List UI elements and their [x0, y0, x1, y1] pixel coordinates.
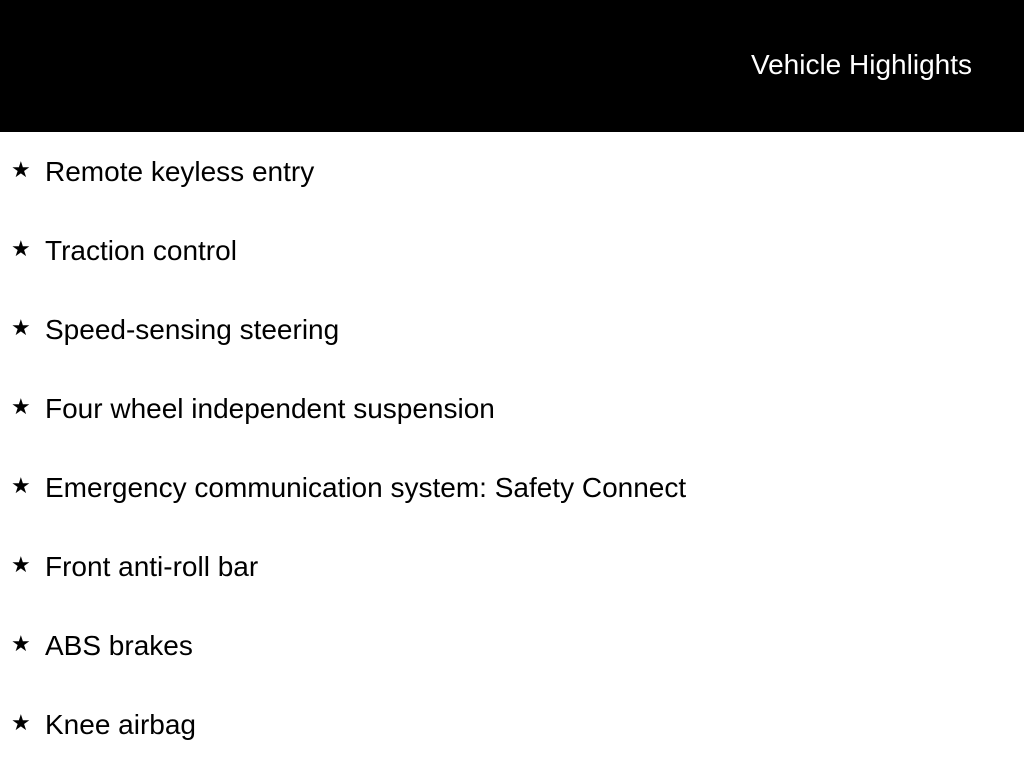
- highlights-list: [0, 132, 1024, 764]
- list-item-label: Knee airbag: [45, 709, 197, 740]
- list-item-label: Speed-sensing steering: [45, 314, 340, 345]
- star-icon: ★: [11, 710, 31, 735]
- page-title: Vehicle Highlights: [750, 49, 972, 80]
- list-item: [0, 685, 1024, 764]
- list-item-label: Remote keyless entry: [45, 156, 315, 187]
- list-item-label: Front anti-roll bar: [45, 551, 259, 582]
- list-item-label: Four wheel independent suspension: [45, 393, 495, 424]
- star-icon: ★: [11, 631, 31, 656]
- list-item-label: Emergency communication system: Safety Connect: [45, 472, 687, 503]
- list-item: [0, 369, 1024, 448]
- list-item: [0, 448, 1024, 527]
- list-item: [0, 606, 1024, 685]
- header-bar: [0, 0, 1024, 132]
- list-item-label: Traction control: [45, 235, 237, 266]
- star-icon: ★: [11, 394, 31, 419]
- star-icon: ★: [11, 157, 31, 182]
- list-item: [0, 527, 1024, 606]
- list-item: [0, 211, 1024, 290]
- star-icon: ★: [11, 315, 31, 340]
- list-item: [0, 132, 1024, 211]
- star-icon: ★: [11, 552, 31, 577]
- star-icon: ★: [11, 473, 31, 498]
- list-item-label: ABS brakes: [45, 630, 193, 661]
- list-item: [0, 290, 1024, 369]
- star-icon: ★: [11, 236, 31, 261]
